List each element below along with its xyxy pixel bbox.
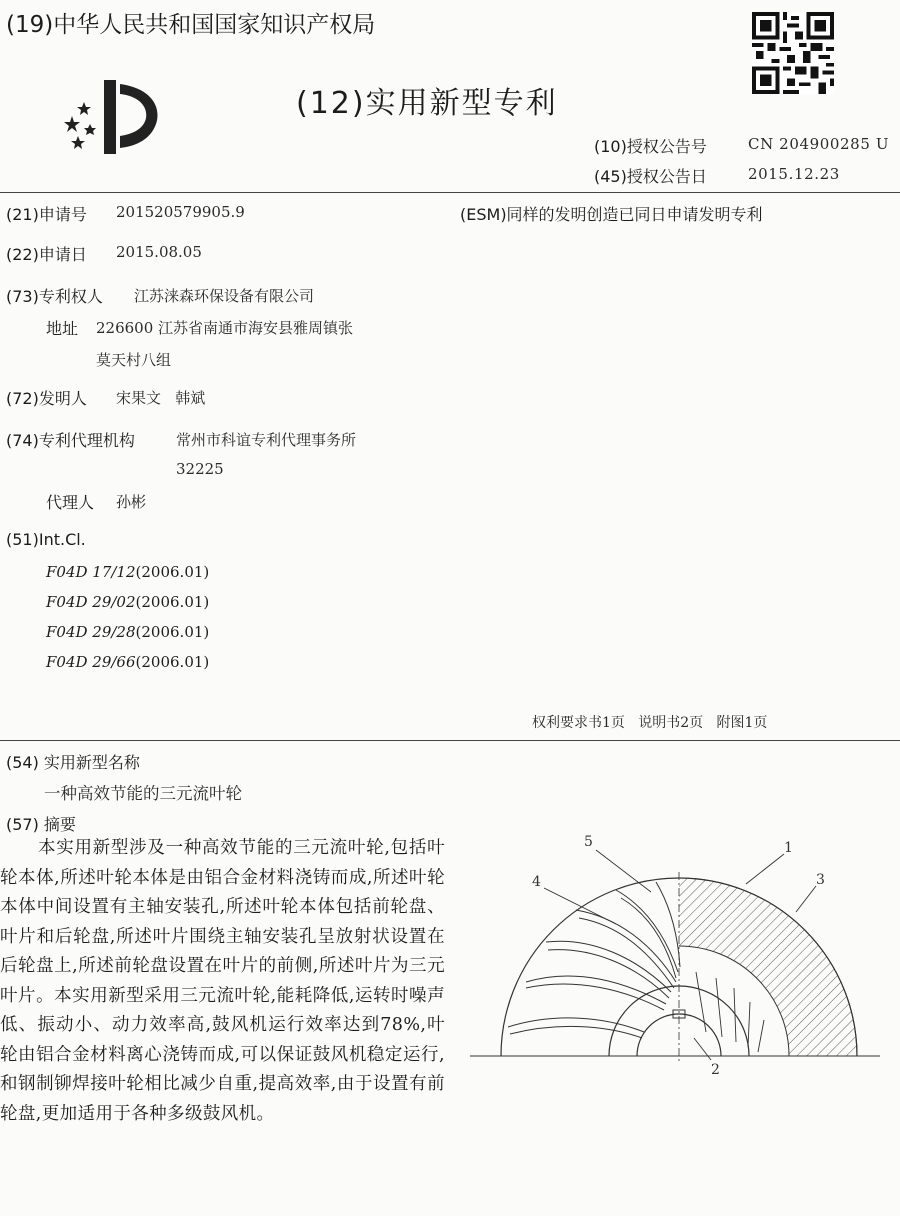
pub-date-label: (45)授权公告日 <box>594 167 707 186</box>
leader-line <box>694 1038 711 1060</box>
pub-number-value: CN 204900285 U <box>748 135 890 153</box>
biblio-divider <box>0 740 900 741</box>
part-label: 5 <box>584 834 593 850</box>
blade <box>510 1026 642 1038</box>
intcl-code: F04D 29/66 <box>46 653 136 671</box>
address-line2: 莫天村八组 <box>96 351 172 369</box>
esm-note: (ESM)同样的发明创造已同日申请发明专利 <box>460 205 763 224</box>
logo-star <box>71 136 85 149</box>
leader-line <box>596 850 651 892</box>
inventor-label: (72)发明人 <box>6 389 87 408</box>
blade <box>748 1002 750 1047</box>
logo-star <box>84 124 96 135</box>
logo-star <box>64 116 80 132</box>
abstract-label: (57) 摘要 <box>6 815 76 834</box>
part-label: 3 <box>816 872 825 888</box>
intcl-version: (2006.01) <box>135 593 210 611</box>
patentee-value: 江苏涞森环保设备有限公司 <box>134 287 315 305</box>
patentee-label: (73)专利权人 <box>6 287 103 306</box>
page-counts: 权利要求书1页 说明书2页 附图1页 <box>532 715 768 731</box>
blade <box>526 976 666 1004</box>
header-divider <box>0 192 900 193</box>
intcl-entry <box>46 593 209 611</box>
agent-value: 孙彬 <box>116 493 147 511</box>
intcl-code: F04D 29/28 <box>46 623 136 641</box>
app-no-label: (21)申请号 <box>6 205 87 224</box>
blade <box>526 984 664 1010</box>
blade <box>696 972 706 1032</box>
intcl-label: (51)Int.Cl. <box>6 530 86 549</box>
logo-star <box>77 102 91 115</box>
intcl-entry <box>46 563 209 581</box>
intcl-code: F04D 29/02 <box>46 593 136 611</box>
app-date-label: (22)申请日 <box>6 245 87 264</box>
qr-code <box>752 12 834 94</box>
title-label: (54) 实用新型名称 <box>6 753 140 772</box>
pub-date-value: 2015.12.23 <box>748 165 840 183</box>
intcl-version: (2006.01) <box>135 653 210 671</box>
pub-number-label: (10)授权公告号 <box>594 137 707 156</box>
intcl-entry <box>46 653 209 671</box>
app-date-value: 2015.08.05 <box>116 243 202 261</box>
invention-title: 一种高效节能的三元流叶轮 <box>44 784 242 803</box>
document-type: (12)实用新型专利 <box>296 86 558 121</box>
blade <box>716 978 722 1037</box>
agency-label: (74)专利代理机构 <box>6 431 135 450</box>
abstract-text: 本实用新型涉及一种高效节能的三元流叶轮,包括叶轮本体,所述叶轮本体是由铝合金材料浇铸而成,所述叶轮本体中间设置有主轴安装孔,所述叶轮本体包括前轮盘、叶片和后轮盘,所述叶片围绕主轴安装孔呈放射状设置在后轮盘上,所述前轮盘设置在叶片的前侧,所述叶片为三元叶片。本实用新型采用三元流叶轮,能耗降低,运转时噪声低、振动小、动力效率高,鼓风机运行效率达到78%,叶轮由铝合金材料离心浇铸而成,可以保证鼓风机稳定运行,和钢制铆焊接叶轮相比减少自重,提高效率,由于设置有前轮盘,更加适用于各种多级鼓风机。 <box>0 838 445 1124</box>
part-label: 2 <box>711 1062 720 1078</box>
logo-mark <box>120 84 158 148</box>
part-label: 4 <box>532 874 541 890</box>
office-name: (19)中华人民共和国国家知识产权局 <box>6 12 376 38</box>
address-line1: 226600 江苏省南通市海安县雅周镇张 <box>96 319 354 337</box>
intcl-version: (2006.01) <box>135 563 210 581</box>
address-label: 地址 <box>46 319 79 338</box>
app-no-value: 201520579905.9 <box>116 203 245 221</box>
inventor-value: 宋果文 韩斌 <box>116 389 206 407</box>
intcl-code: F04D 17/12 <box>46 563 136 581</box>
part-label: 1 <box>784 840 793 856</box>
leader-line <box>746 854 784 884</box>
abstract-body <box>0 834 445 1129</box>
blade <box>621 898 676 978</box>
leader-line <box>796 886 816 912</box>
impeller-drawing <box>466 832 886 1082</box>
blade <box>616 890 678 972</box>
intcl-version: (2006.01) <box>135 623 210 641</box>
cnipa-logo <box>58 76 168 158</box>
agency-code: 32225 <box>176 460 224 478</box>
logo-mark <box>104 80 116 154</box>
blade <box>758 1020 764 1052</box>
agent-label: 代理人 <box>46 493 95 512</box>
intcl-entry <box>46 623 209 641</box>
agency-value: 常州市科谊专利代理事务所 <box>176 431 357 449</box>
